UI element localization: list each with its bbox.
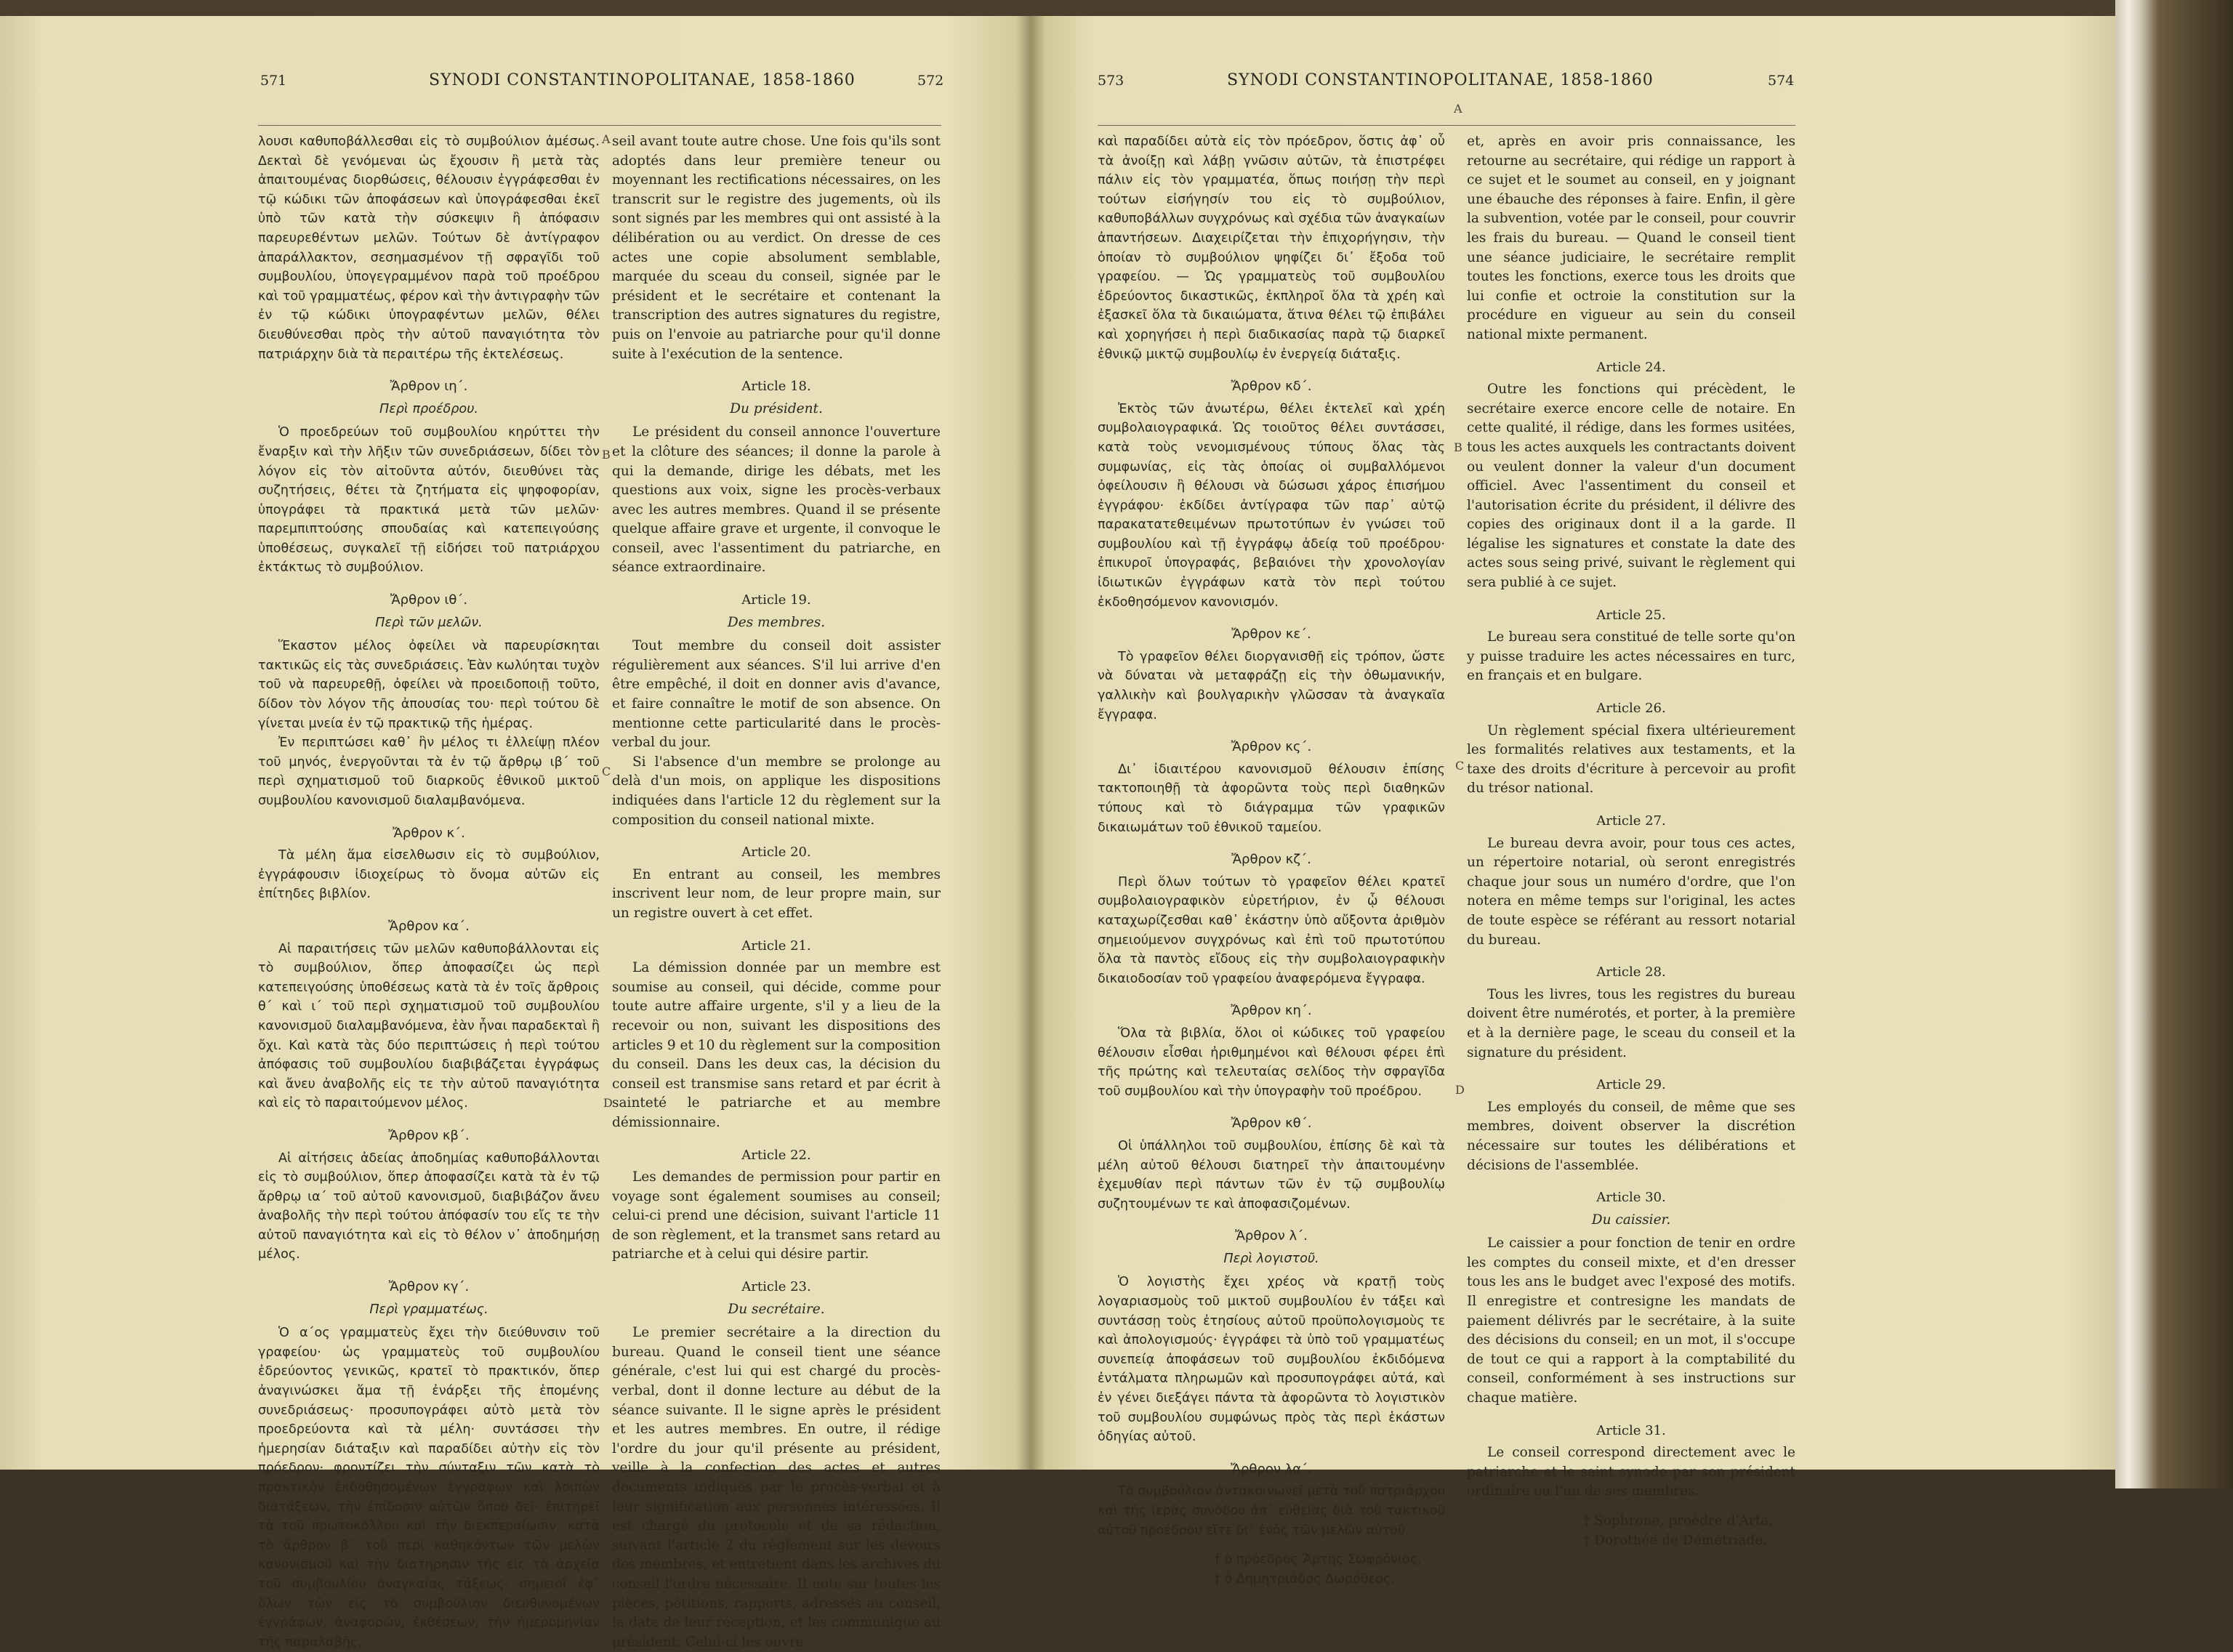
article-heading: Ἄρθρον κθ΄.: [1231, 1116, 1312, 1132]
paragraph: Τὸ γραφεῖον θέλει διοργανισθῇ εἰς τρόπον, ὥστε νὰ δύναται νὰ μεταφράζῃ εἰς τὴν ὀθωμανικήν, γαλλικὴν καὶ βουλγαρικὴν γλῶσσαν τὰ ἀναγκαῖα ἔγγραφα.: [1098, 649, 1445, 722]
paragraph: et, après en avoir pris connaissance, les retourne au secrétaire, qui rédige un rapport à ce sujet et le soumet au conseil, en y joignant une ébauche des réponses à faire. Enfin, il gère la subvention, votée par le conseil, pour couvrir les frais du bureau. — Quand le conseil tient une séance judiciaire, le secrétaire remplit toutes les fonctions, exerce tous les droits que lui confie et octroie la constitution sur la procédure en vigueur au sein du conseil national mixte permanent.: [1467, 134, 1795, 342]
article-heading: Article 20.: [741, 845, 811, 861]
article-heading: Ἄρθρον κγ΄.: [388, 1279, 470, 1295]
signature-line: † ὁ Δημητριάδος Δωρόθεος.: [1214, 1571, 1395, 1587]
article-heading: Ἄρθρον κβ΄.: [388, 1127, 470, 1143]
paragraph: Αἱ αἰτήσεις ἀδείας ἀποδημίας καθυποβάλλονται εἰς τὸ συμβούλιον, ὅπερ ἀποφασίζει κατὰ τὰ ἐν τῷ ἄρθρῳ ια΄ τοῦ αὐτοῦ κανονισμοῦ, διαβιβάζον ἄνευ ἀναβολῆς τὴν περὶ τούτου ἀπόφασίν του εἴς τε τὴν αὐτοῦ παναγιότητα καὶ εἰς τὸ θέλον ν᾿ ἀποδημήσῃ μέλος.: [258, 1151, 600, 1262]
paragraph: Ἕκαστον μέλος ὀφείλει νὰ παρευρίσκηται τακτικῶς εἰς τὰς συνεδριάσεις. Ἐὰν κωλύηται τυχὸν τοῦ νὰ παρευρεθῇ, ὀφείλει νὰ προειδοποιῇ τοῦτο, δίδον τὸν λόγον τῆς ἀπουσίας του· περὶ τούτου δὲ γίνεται μνεία ἐν τῷ πρακτικῷ τῆς ἡμέρας.: [258, 639, 600, 731]
left-page: [0, 16, 1031, 1650]
margin-letter: C: [602, 765, 611, 778]
french-column: [612, 132, 941, 1652]
article-heading: Article 29.: [1596, 1077, 1666, 1093]
paragraph: Ἐκτὸς τῶν ἀνωτέρω, θέλει ἐκτελεῖ καὶ χρέη συμβολαιογραφικά. Ὡς τοιοῦτος θέλει συντάσσει, κατὰ τοὺς νενομισμένους τύπους ὅλας τὰς συμφωνίας, εἰς τὰς ὁποίας οἱ συμβαλλόμενοι ὀφείλουσιν ἢ θέλουσι νὰ δώσωσι χάρος ἐπισήμου ἐγγράφου· ἐκδίδει ἀντίγραφα τῶν παρ᾿ αὐτῷ παρακατατεθειμένων πρωτοτύπων ἐν γνώσει τοῦ συμβουλίου καὶ τῇ ἐγγράφῳ ἀδείᾳ τοῦ προέδρου· ἐπικυροῖ ὑπογραφάς, βεβαιόνει τὴν χρονολογίαν ἰδιωτικῶν ἐγγράφων κατὰ τὸν περὶ τούτου ἐκδοθησόμενον κανονισμόν.: [1098, 401, 1445, 610]
paragraph: λουσι καθυποβάλλεσθαι εἰς τὸ συμβούλιον ἀμέσως. Δεκταὶ δὲ γενόμεναι ὡς ἔχουσιν ἢ μετὰ τὰς ἀπαιτουμένας διορθώσεις, θέλουσιν ἐγγράφεσθαι ἐν τῷ κώδικι τῶν ἀποφάσεων καὶ ὑπογράφεσθαι ἐκεῖ ὑπὸ τῶν κατὰ τὴν σύσκεψιν ἢ ἀπόφασιν παρευρεθέντων μελῶν. Τούτων δὲ ἀντίγραφον ἀπαράλλακτον, σεσημασμένον τῇ σφραγῖδι τοῦ συμβουλίου, ὑπογεγραμμένον παρὰ τοῦ προέδρου καὶ τοῦ γραμματέως, φέρον καὶ τὴν ἀντιγραφὴν τῶν ἐν τῷ κώδικι ὑπογραφέντων μελῶν, θέλει διευθύνεσθαι πρὸς τὴν αὐτοῦ παναγιότητα τὸν πατριάρχην διὰ τὰ περαιτέρω τῆς ἐκτελέσεως.: [258, 134, 600, 362]
paragraph: Ἐν περιπτώσει καθ᾿ ἣν μέλος τι ἐλλείψῃ πλέον τοῦ μηνός, ἐνεργοῦνται τὰ ἐν τῷ ἄρθρῳ ιβ΄ τοῦ περὶ σχηματισμοῦ τοῦ διαρκοῦς ἐθνικοῦ μικτοῦ συμβουλίου κανονισμοῦ διαλαμβανόμενα.: [258, 736, 600, 808]
article-heading: Ἄρθρον ιθ΄.: [390, 592, 468, 608]
paragraph: Τὰ μέλη ἅμα εἰσελθωσιν εἰς τὸ συμβούλιον, ἐγγράφουσιν ἰδιοχείρως τὸ ὄνομα αὐτῶν εἰς ἐπίτηδες βιβλίον.: [258, 848, 600, 902]
article-heading: Article 21.: [741, 938, 811, 954]
left-page-header: [0, 73, 1031, 102]
article-subtitle: Περὶ λογιστοῦ.: [1223, 1251, 1319, 1266]
paragraph: Le conseil correspond directement avec le patriarche et le saint synode par son président ordinaire ou l'un de ses membres.: [1467, 1445, 1795, 1499]
paragraph: Αἱ παραιτήσεις τῶν μελῶν καθυποβάλλονται εἰς τὸ συμβούλιον, ὅπερ ἀποφασίζει ὡς περὶ κατεπειγούσης ὑποθέσεως κατὰ τὰ ἐν τοῖς ἄρθροις θ΄ καὶ ι΄ τοῦ περὶ σχηματισμοῦ τοῦ συμβουλίου κανονισμοῦ διαλαμβανόμενα, ἐὰν ἦναι παραδεκταὶ ἢ ὄχι. Καὶ κατὰ τὰς δύο περιπτώσεις ἡ περὶ τούτου ἀπόφασις τοῦ συμβουλίου διαβιβάζεται ἐγγράφως καὶ ἄνευ ἀναβολῆς εἰς τε τὴν αὐτοῦ παναγιότητα καὶ εἰς τὸ παραιτούμενον μέλος.: [258, 941, 600, 1111]
running-title: SYNODI CONSTANTINOPOLITANAE, 1858-1860: [429, 71, 856, 89]
margin-letter: D: [603, 1096, 613, 1110]
page-number: 573: [1098, 73, 1124, 89]
book-gutter: [1016, 16, 1045, 1470]
article-subtitle: Περὶ γραμματέως.: [369, 1302, 488, 1317]
paragraph: Ὅλα τὰ βιβλία, ὅλοι οἱ κώδικες τοῦ γραφείου θέλουσιν εἶσθαι ἠριθμημένοι καὶ θέλουσι φέρει ἐπὶ τῆς πρώτης καὶ τελευταίας σελίδος τὴν σφραγῖδα τοῦ συμβουλίου καὶ τὴν ὑπογραφὴν τοῦ προέδρου.: [1098, 1026, 1445, 1099]
paragraph: Le président du conseil annonce l'ouverture et la clôture des séances; il donne la parole à qui la demande, dirige les débats, met les questions aux voix, signe les procès-verbaux avec les autres membres. Quand il se présente quelque affaire grave et urgente, il convoque le conseil, avec l'assentiment du patriarche, en séance extraordinaire.: [612, 424, 941, 576]
paragraph: Δι᾿ ἰδιαιτέρου κανονισμοῦ θέλουσιν ἐπίσης τακτοποιηθῇ τὰ ἀφορῶντα τοὺς περὶ διαθηκῶν τύπους καὶ τὸ διάγραμμα τῶν γραφικῶν δικαιωμάτων τοῦ ἐθνικοῦ ταμείου.: [1098, 762, 1445, 835]
paragraph: Outre les fonctions qui précèdent, le secrétaire exerce encore celle de notaire. En cette qualité, il rédige, dans les formes usitées, tous les actes auxquels les contractants doivent ou veulent donner la valeur d'un document officiel. Avec l'assentiment du conseil et l'autorisation écrite du président, il délivre des copies des originaux dont il a la garde. Il légalise les signatures et constate la date des actes sous seing privé, suivant le règlement qui sera publié à ce sujet.: [1467, 382, 1795, 591]
signature-line: † Sophrone, proèdre d'Arta.: [1583, 1513, 1774, 1528]
running-title: SYNODI CONSTANTINOPOLITANAE, 1858-1860: [1227, 71, 1654, 89]
paragraph: Ὁ προεδρεύων τοῦ συμβουλίου κηρύττει τὴν ἔναρξιν καὶ τὴν λῆξιν τῶν συνεδριάσεων, δίδει τὸν λόγον εἰς τὸν αἰτοῦντα αὐτόν, διευθύνει τὰς συζητήσεις, θέτει τὰ ζητήματα εἰς ψηφοφορίαν, ὑπογράφει τὰ πρακτικά μετὰ τῶν μελῶν· παρεμπιπτούσης σπουδαίας καὶ κατεπειγούσης ὑποθέσεως, συγκαλεῖ τῇ εἰδήσει τοῦ πατριάρχου ἐκτάκτως τὸ συμβούλιον.: [258, 425, 600, 576]
article-heading: Article 25.: [1596, 607, 1666, 623]
paragraph: Ὁ λογιστὴς ἔχει χρέος νὰ κρατῇ τοὺς λογαριασμοὺς τοῦ μικτοῦ συμβουλίου ἐν τάξει καὶ συντάσσῃ τοὺς ἐτησίους αὐτοῦ προϋπολογισμοὺς τε καὶ ἀπολογισμούς· ἐγγράφει τὰ ὑπὸ τοῦ γραμματέως συνεπείᾳ ἀποφάσεων τοῦ συμβουλίου ἐκδιδόμενα ἐντάλματα πληρωμῶν καὶ προσυπογράφει αὐτά, καὶ ἐν γένει διεξάγει πάντα τὰ ἀφορῶντα τὸ λογιστικὸν τοῦ συμβουλίου συμφώνως πρὸς τὰς περὶ ἑκάστων ὁδηγίας αὐτοῦ.: [1098, 1275, 1445, 1445]
article-heading: Ἄρθρον κς΄.: [1231, 739, 1312, 755]
margin-letter: B: [1454, 440, 1462, 454]
page-number: 572: [917, 73, 944, 89]
paragraph: Un règlement spécial fixera ultérieurement les formalités relatives aux testaments, et la taxe des droits d'écriture à percevoir au profit du trésor national.: [1467, 722, 1795, 797]
header-rule: [258, 125, 941, 126]
paragraph: Tous les livres, tous les registres du bureau doivent être numérotés, et porter, à la première et à la dernière page, le sceau du conseil et la signature du président.: [1467, 986, 1795, 1060]
paragraph: καὶ παραδίδει αὐτὰ εἰς τὸν πρόεδρον, ὅστις ἀφ᾿ οὗ τὰ ἀνοίξῃ καὶ λάβῃ γνῶσιν αὐτῶν, τὰ ἐπιστρέφει πάλιν εἰς τὸν γραμματέα, ὅπως ποιήσῃ τὴν περὶ τούτων εἰσήγησίν του εἰς τὸ συμβούλιον, καθυποβάλλων συγχρόνως καὶ σχέδια τῶν ἀναγκαίων ἀπαντήσεων. Διαχειρίζεται τὴν ἐπιχορήγησιν, τὴν ὁποίαν τὸ συμβούλιον ψηφίζει δι᾿ ἔξοδα τοῦ γραφείου. — Ὡς γραμματεὺς τοῦ συμβουλίου ἐδρεύοντος δικαστικῶς, ἐκπληροῖ ὅλα τὰ χρέη καὶ ἐξασκεῖ ὅλα τὰ δικαιώματα, ἅτινα θέλει τῷ ἐπιβάλει καὶ χορηγήσει ἡ περὶ διαδικασίας παρὰ τῷ διαρκεῖ ἐθνικῷ μικτῷ συμβουλίῳ ἐν ἐνεργείᾳ διάταξις.: [1098, 134, 1445, 362]
article-heading: Ἄρθρον λα΄.: [1231, 1461, 1312, 1477]
paragraph: Οἱ ὑπάλληλοι τοῦ συμβουλίου, ἐπίσης δὲ καὶ τὰ μέλη αὐτοῦ θέλουσι διατηρεῖ τὴν ἀπαιτουμένην ἐχεμυθίαν περὶ πάντων τῶν ἐν τῷ συμβουλίῳ συζητουμένων τε καὶ ἀποφασιζομένων.: [1098, 1138, 1445, 1212]
article-heading: Article 22.: [741, 1147, 811, 1163]
article-heading: Article 30.: [1596, 1190, 1666, 1206]
book-cover-edge: [2115, 0, 2233, 1488]
article-subtitle: Περὶ τῶν μελῶν.: [375, 615, 483, 630]
paragraph: Le premier secrétaire a la direction du bureau. Quand le conseil tient une séance générale, c'est lui qui est chargé du procès-verbal, dont il donne lecture au début de la séance suivante. Il le signe après le président et les autres membres. En outre, il rédige l'ordre du jour qu'il présente au président, veille à la confection des actes et autres documents indiqués par le procès-verbal et à leur signification aux personnes intéressées. Il est chargé du protocole et de sa rédaction, suivant l'article 2 du règlement sur les devoirs des membres, et entretient dans les archives du conseil l'ordre nécessaire. Il note sur toutes les pièces, pétitions, rapports, adressés au conseil, la date de leur réception, et les communique au président. Celui-ci les ouvre: [612, 1325, 941, 1650]
margin-letter: D: [1455, 1083, 1465, 1097]
article-heading: Ἄρθρον κζ΄.: [1231, 852, 1311, 868]
margin-letter: A: [602, 132, 611, 146]
paragraph: La démission donnée par un membre est soumise au conseil, qui décide, comme pour toute autre affaire urgente, s'il y a lieu de la recevoir ou non, suivant les dispositions des articles 9 et 10 du règlement sur la composition du conseil. Dans les deux cas, la décision du conseil est transmise sans retard et par écrit à sainteté le patriarche et au membre démissionnaire.: [612, 960, 941, 1130]
greek-column: [1098, 132, 1445, 1589]
article-heading: Ἄρθρον κδ΄.: [1231, 379, 1312, 395]
signature-block: [1467, 1512, 1795, 1550]
article-subtitle: Du caissier.: [1591, 1212, 1671, 1228]
article-subtitle: Du secrétaire.: [728, 1301, 825, 1317]
paragraph: Le caissier a pour fonction de tenir en ordre les comptes du conseil mixte, et d'en dresser tous les ans le budget avec l'exposé des motifs. Il enregistre et contresigne les mandats de paiement délivrés par le secrétaire, à la suite des décisions du conseil; en un mot, il s'occupe de tout ce qui a rapport à la comptabilité du conseil, conformément à ses instructions sur chaque matière.: [1467, 1236, 1795, 1406]
french-column: [1467, 132, 1795, 1550]
paragraph: En entrant au conseil, les membres inscrivent leur nom, de leur propre main, sur un registre ouvert à cet effet.: [612, 866, 941, 921]
article-subtitle: Du président.: [730, 400, 823, 416]
article-heading: Article 23.: [741, 1279, 811, 1295]
paragraph: Τὸ συμβούλιον ἀντακοινωνεῖ μετὰ τοῦ πατριάρχου καὶ τῆς ἱερᾶς συνόδου ἀπ᾿ εὐθείας διὰ τοῦ τακτικοῦ αὐτοῦ προέδρου εἴτε δι᾿ ἑνὸς τῶν μελῶν αὐτοῦ.: [1098, 1484, 1445, 1538]
header-rule: [1098, 125, 1795, 126]
article-subtitle: Des membres.: [727, 614, 826, 630]
article-heading: Article 27.: [1596, 813, 1666, 829]
paragraph: Les demandes de permission pour partir en voyage sont également soumises au conseil; celui-ci prend une décision, suivant l'article 11 de son règlement, et la transmet sans retard au patriarche et à celui qui désire partir.: [612, 1169, 941, 1262]
page-stack-edge: [0, 0, 2233, 16]
article-heading: Ἄρθρον λ΄.: [1235, 1228, 1308, 1244]
right-page: [1031, 16, 2115, 1587]
paragraph: Si l'absence d'un membre se prolonge au delà d'un mois, on applique les dispositions indiquées dans l'article 12 du règlement sur la composition du conseil national mixte.: [612, 754, 941, 828]
paragraph: Tout membre du conseil doit assister régulièrement aux séances. S'il lui arrive d'en être empêché, il doit en donner avis d'avance, et faire connaître le motif de son absence. On mentionne cette particularité dans le procès-verbal du jour.: [612, 638, 941, 751]
page-number: 571: [260, 73, 287, 89]
article-heading: Article 18.: [741, 379, 811, 395]
article-heading: Ἄρθρον κα΄.: [388, 918, 470, 934]
paragraph: seil avant toute autre chose. Une fois qu'ils sont adoptés dans leur première teneur ou moyennant les rectifications nécessaires, on les transcrit sur le registre des jugements, où ils sont signés par les membres qui ont assisté à la délibération ou au verdict. On dresse de ces actes une copie absolument semblable, marquée du sceau du conseil, signée par le président et le secrétaire et contenant la transcription des autres signatures du registre, puis on l'envoie au patriarche pour qu'il donne suite à l'exécution de la sentence.: [612, 134, 941, 362]
article-heading: Article 28.: [1596, 964, 1666, 980]
paragraph: Περὶ ὅλων τούτων τὸ γραφεῖον θέλει κρατεῖ συμβολαιογραφικὸν εὑρετήριον, ἐν ᾧ θέλουσι καταχωρίζεσθαι καθ᾿ ἑκάστην ὑπὸ αὔξοντα ἀριθμὸν σημειούμενον συγχρόνως καὶ ἐπὶ τοῦ πρωτοτύπου ὅλα τὰ παντὸς εἴδους εἰς τὴν συμβολαιογραφικὴν δικαιοδοσίαν τοῦ γραφείου ἀναφερόμενα ἔγγραφα.: [1098, 874, 1445, 986]
article-heading: Article 31.: [1596, 1422, 1666, 1438]
paragraph: Le bureau sera constitué de telle sorte qu'on y puisse traduire les actes nécessaires en turc, en français et en bulgare.: [1467, 629, 1795, 684]
article-heading: Ἄρθρον κη΄.: [1231, 1003, 1312, 1019]
signature-block: [1098, 1550, 1445, 1589]
article-heading: Ἄρθρον κε΄.: [1231, 626, 1311, 642]
signature-line: † Dorothée de Démétriade.: [1583, 1532, 1768, 1548]
paragraph: Ὁ α΄ος γραμματεὺς ἔχει τὴν διεύθυνσιν τοῦ γραφείου· ὡς γραμματεὺς τοῦ συμβουλίου ἐδρεύοντος γενικῶς, κρατεῖ τὸ πρακτικόν, ὅπερ ἀναγινώσκει ἅμα τῇ ἐνάρξει τῆς ἑπομένης συνεδριάσεως· προσυπογράφει αὐτὸ μετὰ τὸν προεδρεύοντα καὶ τὰ μέλη· συντάσσει τὴν ἡμερησίαν διάταξιν καὶ παραδίδει αὐτὴν εἰς τὸν πρόεδρον· φροντίζει τὴν σύνταξιν τῶν κατὰ τὸ πρακτικὸν ἐκδοθησομένων ἐγγράφων καὶ λοιπῶν διατάξεων, τὴν ἐπίδοσιν αὐτῶν ὅπου δεῖ· ἐπιτηρεῖ τὰ τοῦ πρωτοκόλλου καὶ τὴν διεκπεραίωσιν, κατὰ τὸ ἄρθρον β΄ τοῦ περὶ καθηκόντων τῶν μελῶν κανονισμοῦ καὶ τὴν διατήρησιν τῆς εἰς τὰ ἀρχεῖα τοῦ συμβουλίου ἀναγκαίας τάξεως· σημειοῖ ἐφ᾿ ὅλων τῶν εἰς τὸ συμβούλιον διευθυνομένων ἐγγράφων, ἀναφορῶν, ἐκθέσεων, τὴν ἡμερομηνίαν τῆς παραλαβῆς,: [258, 1326, 600, 1650]
article-heading: Article 24.: [1596, 359, 1666, 375]
margin-letter: B: [602, 448, 611, 462]
signature-line: † ὁ πρόεδρος Ἄρτης Σωφρόνιος.: [1214, 1552, 1422, 1568]
article-heading: Ἄρθρον κ΄.: [393, 825, 465, 841]
margin-letter: A: [1454, 102, 1462, 116]
right-page-header: [1031, 73, 2115, 102]
article-subtitle: Περὶ προέδρου.: [379, 401, 478, 416]
margin-letter: C: [1455, 759, 1465, 773]
paragraph: Le bureau devra avoir, pour tous ces actes, un répertoire notarial, où seront enregistrés chaque jour sous un numéro d'ordre, que l'on notera en même temps sur l'original, les actes de toute espèce se référant au ressort notarial du bureau.: [1467, 835, 1795, 948]
page-number: 574: [1768, 73, 1795, 89]
article-heading: Article 26.: [1596, 701, 1666, 717]
paragraph: Les employés du conseil, de même que ses membres, doivent observer la discrétion nécessaire sur toutes les délibérations et décisions de l'assemblée.: [1467, 1099, 1795, 1173]
article-heading: Article 19.: [741, 592, 811, 608]
article-heading: Ἄρθρον ιη΄.: [390, 379, 468, 395]
greek-column: [258, 132, 600, 1652]
